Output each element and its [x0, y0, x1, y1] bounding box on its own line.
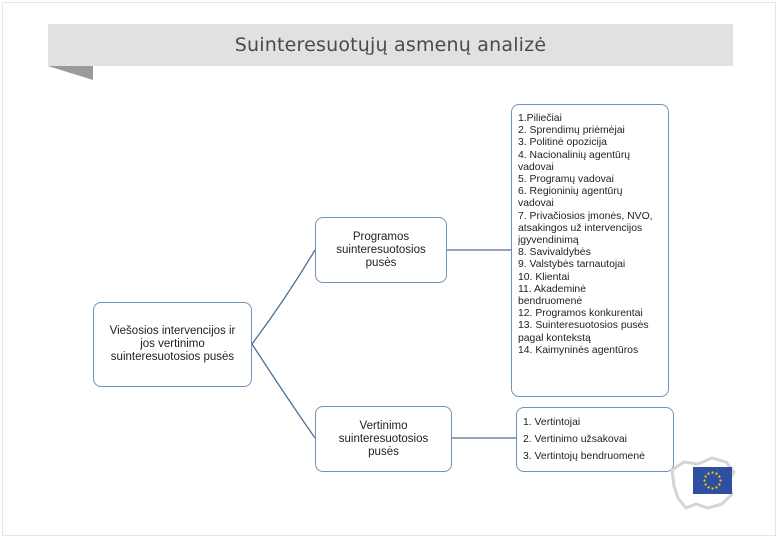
list-item: 3. Vertintojų bendruomenė	[523, 451, 645, 462]
list-item: 6. Regioninių agentūrų vadovai	[518, 186, 623, 210]
branch-node-programos-label: Programos suinteresuotosios pusės	[336, 230, 426, 269]
root-node-label: Viešosios intervencijos ir jos vertinimo suinteresuotosios pusės	[109, 325, 236, 363]
list-item: 1. Vertintojai	[523, 417, 581, 428]
vertinimo-stakeholder-list	[516, 407, 674, 472]
connector-root-to-vertinimo	[252, 344, 315, 438]
connector-root-to-programos	[252, 250, 315, 344]
list-item: 3. Politinė opozicija	[518, 137, 607, 149]
list-item: 5. Programų vadovai	[518, 174, 614, 186]
branch-node-vertinimo-label: Vertinimo suinteresuotosios pusės	[338, 419, 429, 458]
programos-stakeholder-list	[511, 104, 669, 397]
root-node	[93, 302, 252, 387]
eu-flag-icon	[693, 467, 732, 494]
page-title: Suinteresuotųjų asmenų analizė	[234, 34, 547, 56]
list-item: 1.Piliečiai	[518, 113, 562, 124]
list-item: 12. Programos konkurentai	[518, 308, 643, 320]
list-item: 4. Nacionalinių agentūrų vadovai	[518, 149, 631, 173]
list-item: 10. Klientai	[518, 271, 570, 283]
list-item: 11. Akademinė bendruomenė	[518, 283, 586, 308]
list-item: 14. Kaimyninės agentūros	[518, 344, 639, 356]
branch-node-vertinimo	[315, 406, 452, 472]
eu-stars	[693, 467, 732, 494]
branch-node-programos	[315, 217, 447, 283]
list-item: 9. Valstybės tarnautojai	[518, 259, 626, 271]
list-item: 8. Savivaldybės	[518, 247, 591, 259]
list-item: 13. Suinteresuotosios pusės pagal kontekstą	[518, 320, 649, 344]
list-item: 2. Sprendimų priėmėjai	[518, 125, 625, 137]
list-item: 2. Vertinimo užsakovai	[523, 434, 627, 445]
list-item: 7. Privačiosios įmonės, NVO, atsakingos už intervencijos įgyvendinimą	[518, 210, 653, 247]
